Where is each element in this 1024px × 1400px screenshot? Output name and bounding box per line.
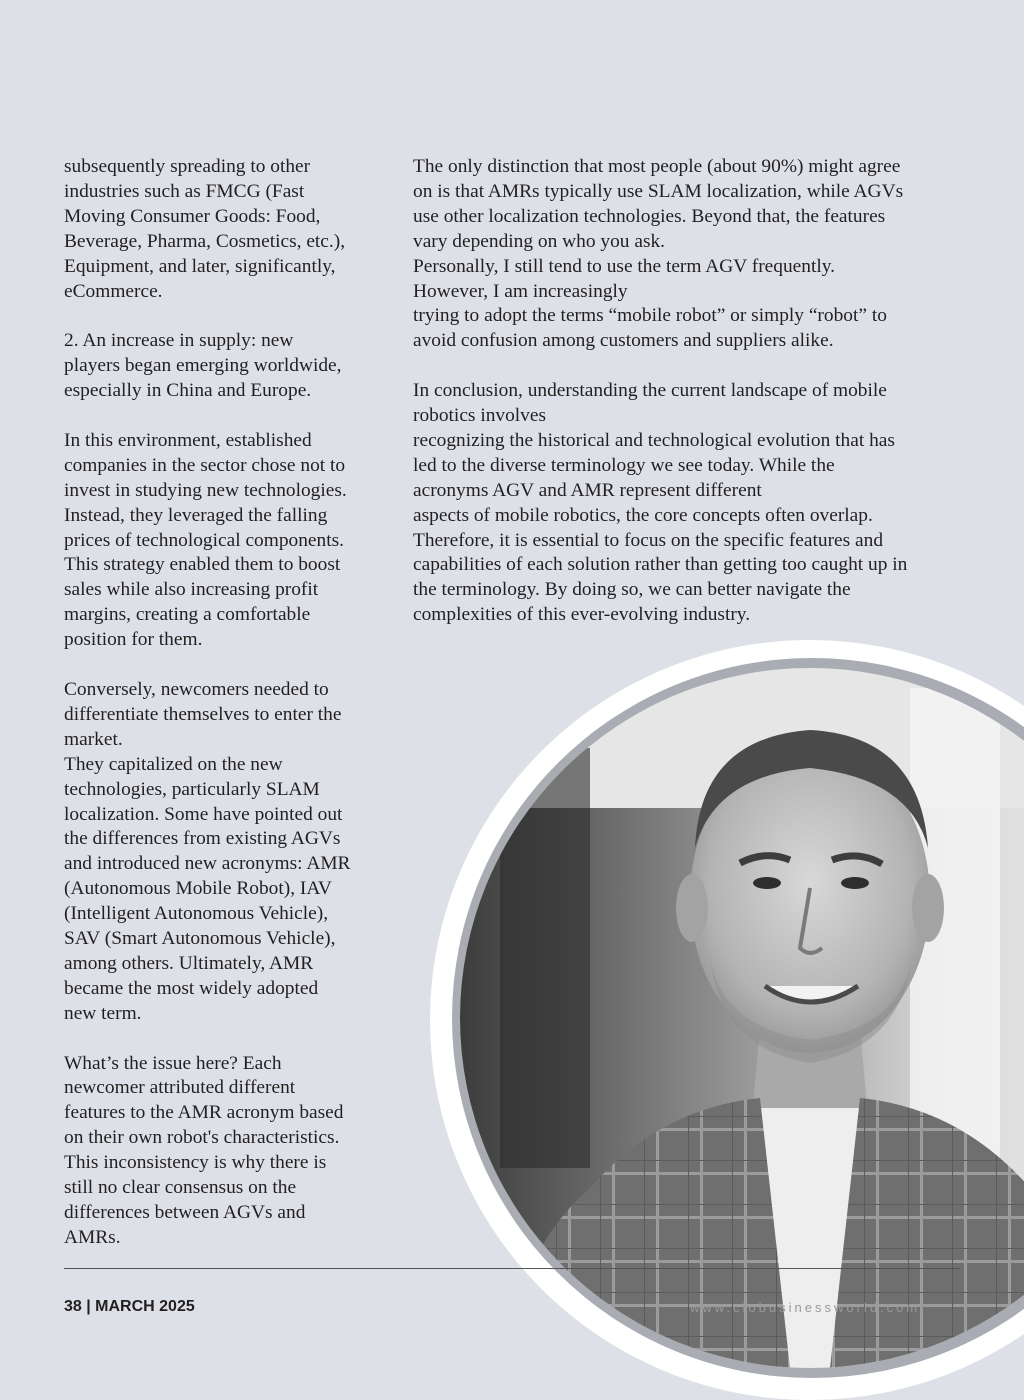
body-paragraph: Conversely, newcomers needed to differentiate themselves to enter the market. They capitalized on the new technologies, particularly SLAM localization. Some have pointed out the differences from existing AGVs and introduced new acronyms: AMR (Autonomous Mobile Robot), IAV (Intelligent Autonomous Vehicle), SAV (Smart Autonomous Vehicle), among others. Ultimately, AMR became the most widely adopted new term. bbox=[64, 678, 351, 1024]
left-text-column bbox=[64, 155, 394, 1251]
page-number-label: 38 | MARCH 2025 bbox=[64, 1298, 195, 1315]
body-paragraph: In conclusion, understanding the current landscape of mobile robotics involves recognizing the historical and technological evolution that has led to the diverse terminology we see today. While the acronyms AGV and AMR represent different aspects of mobile robotics, the core concepts often overlap. Therefore, it is essential to focus on the specific features and capabilities of each solution rather than getting too caught up in the terminology. By doing so, we can better navigate the complexities of this ever-evolving industry. bbox=[413, 380, 908, 626]
website-url[interactable]: www.ciobusinessworld.com bbox=[690, 1300, 921, 1315]
footer-divider bbox=[64, 1268, 960, 1269]
body-paragraph: 2. An increase in supply: new players began emerging worldwide, especially in China and Europe. bbox=[64, 330, 342, 402]
right-text-column bbox=[413, 155, 973, 628]
body-paragraph: The only distinction that most people (about 90%) might agree on is that AMRs typically use SLAM localization, while AGVs use other localization technologies. Beyond that, the features vary depending on who you ask. Personally, I still tend to use the term AGV frequently. However, I am increasingly trying to adopt the terms “mobile robot” or simply “robot” to avoid confusion among customers and suppliers alike. bbox=[413, 156, 904, 352]
body-paragraph: In this environment, established companies in the sector chose not to invest in studying new technologies. Instead, they leveraged the falling prices of technological components. This strategy enabled them to boost sales while also increasing profit margins, creating a comfortable position for them. bbox=[64, 429, 347, 651]
body-paragraph: subsequently spreading to other industries such as FMCG (Fast Moving Consumer Goods: Food, Beverage, Pharma, Cosmetics, etc.), Equipment, and later, significantly, eCommerce. bbox=[64, 156, 346, 302]
body-paragraph: What’s the issue here? Each newcomer attributed different features to the AMR acronym based on their own robot's characteristics. This inconsistency is why there is still no clear consensus on the differences between AGVs and AMRs. bbox=[64, 1052, 344, 1248]
